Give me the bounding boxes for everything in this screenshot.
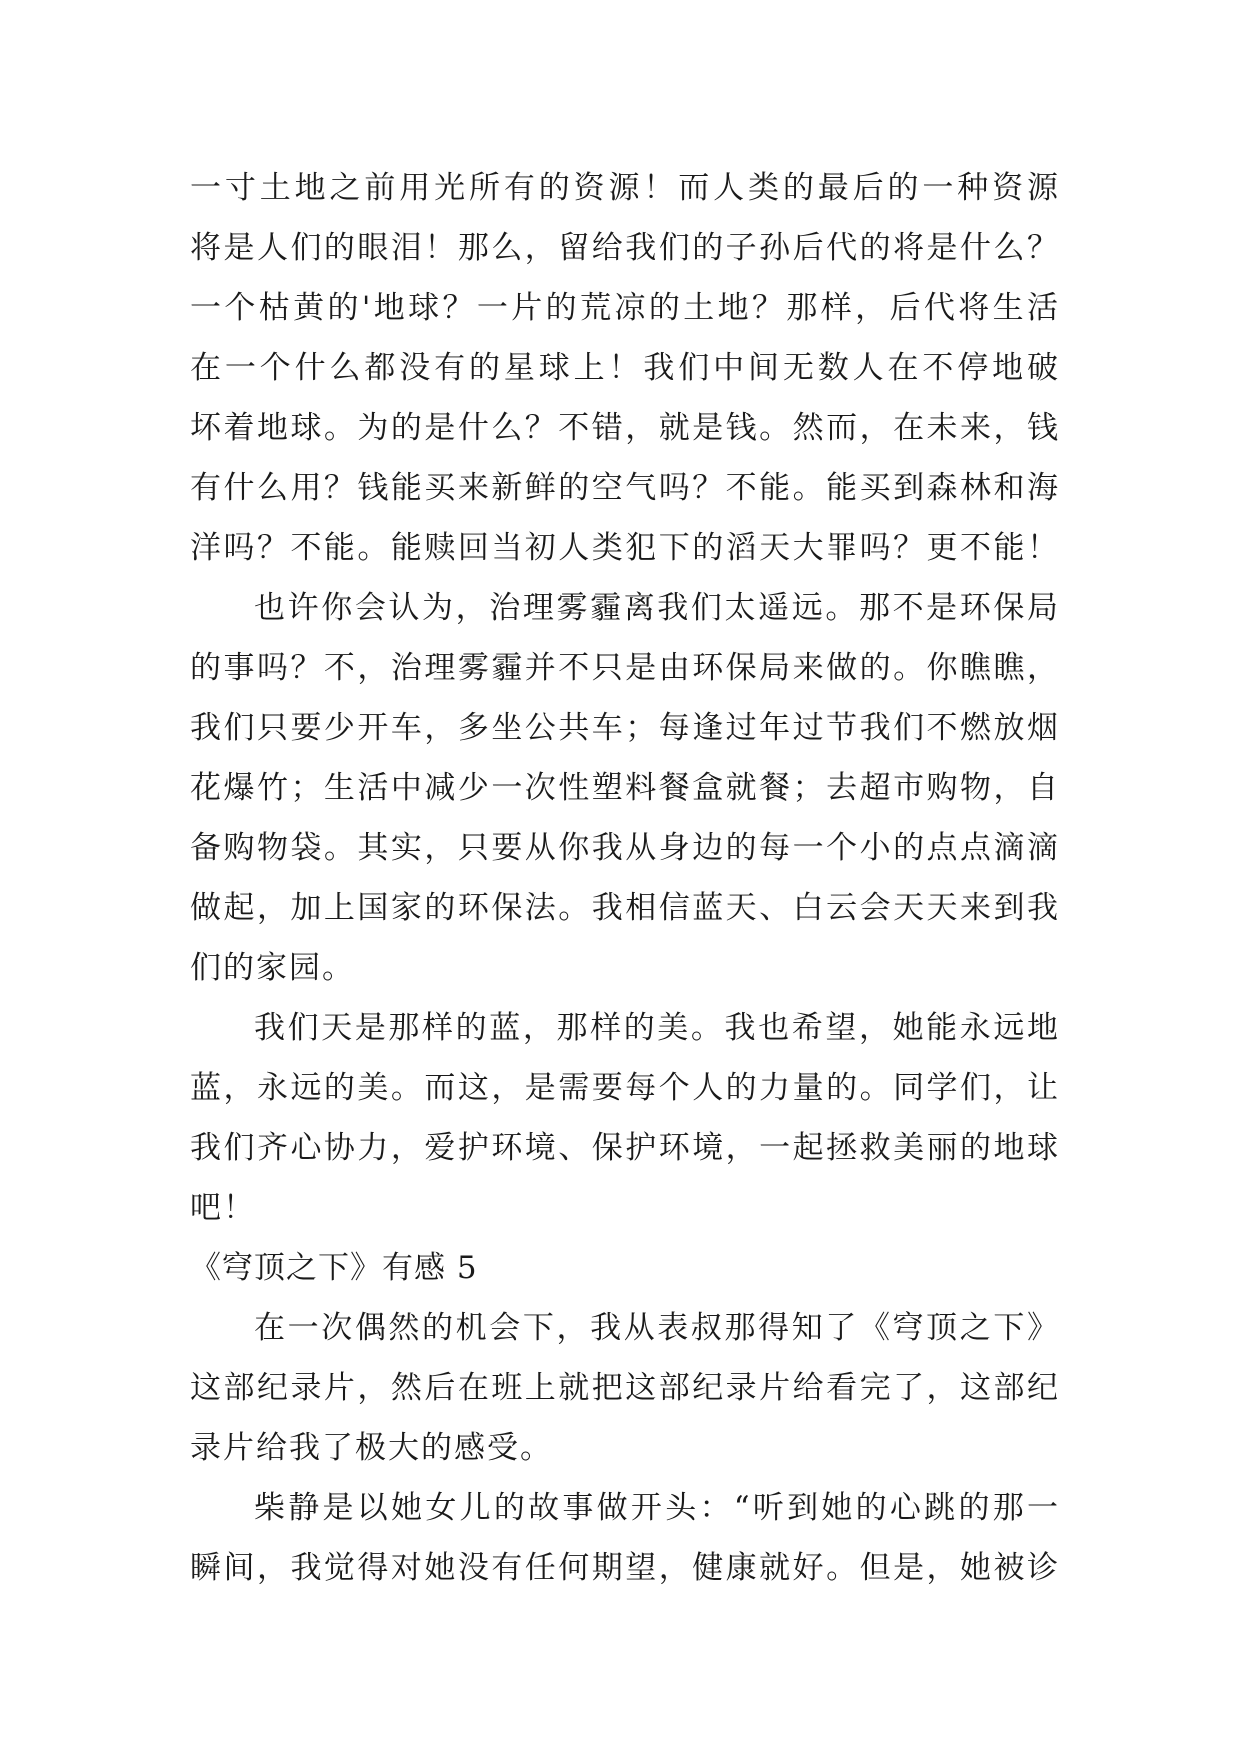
text-line: 录片给我了极大的感受。 <box>190 1430 553 1466</box>
text-line: 坏着地球。为的是什么？不错，就是钱。然而，在未来，钱 <box>190 410 1060 446</box>
text-line: 一寸土地之前用光所有的资源！而人类的最后的一种资源 <box>190 170 1060 206</box>
section-heading: 《穹顶之下》有感 5 <box>190 1250 478 1286</box>
text-line: 也许你会认为，治理雾霾离我们太遥远。那不是环保局 <box>254 590 1060 626</box>
text-line: 我们只要少开车，多坐公共车；每逢过年过节我们不燃放烟 <box>190 710 1060 746</box>
text-line: 的事吗？不，治理雾霾并不只是由环保局来做的。你瞧瞧， <box>190 650 1060 686</box>
text-line: 瞬间，我觉得对她没有任何期望，健康就好。但是，她被诊 <box>190 1550 1060 1586</box>
text-line: 有什么用？钱能买来新鲜的空气吗？不能。能买到森林和海 <box>190 470 1060 506</box>
text-line: 在一次偶然的机会下，我从表叔那得知了《穹顶之下》 <box>254 1310 1060 1346</box>
text-line: 将是人们的眼泪！那么，留给我们的子孙后代的将是什么？ <box>190 230 1060 266</box>
text-line: 做起，加上国家的环保法。我相信蓝天、白云会天天来到我 <box>190 890 1060 926</box>
text-line: 一个枯黄的'地球？一片的荒凉的土地？那样，后代将生活 <box>190 290 1060 326</box>
text-line: 我们天是那样的蓝，那样的美。我也希望，她能永远地 <box>254 1010 1060 1046</box>
text-line: 们的家园。 <box>190 950 355 986</box>
text-line: 这部纪录片，然后在班上就把这部纪录片给看完了，这部纪 <box>190 1370 1060 1406</box>
text-line: 洋吗？不能。能赎回当初人类犯下的滔天大罪吗？更不能！ <box>190 530 1060 566</box>
document-body <box>190 158 1060 1598</box>
text-line: 蓝，永远的美。而这，是需要每个人的力量的。同学们，让 <box>190 1070 1060 1106</box>
text-line: 备购物袋。其实，只要从你我从身边的每一个小的点点滴滴 <box>190 830 1060 866</box>
text-line: 我们齐心协力，爱护环境、保护环境，一起拯救美丽的地球 <box>190 1130 1060 1166</box>
text-line: 花爆竹；生活中减少一次性塑料餐盒就餐；去超市购物，自 <box>190 770 1060 806</box>
text-line: 在一个什么都没有的星球上！我们中间无数人在不停地破 <box>190 350 1060 386</box>
text-line: 柴静是以她女儿的故事做开头：“听到她的心跳的那一 <box>254 1490 1060 1526</box>
text-line: 吧！ <box>190 1190 256 1226</box>
